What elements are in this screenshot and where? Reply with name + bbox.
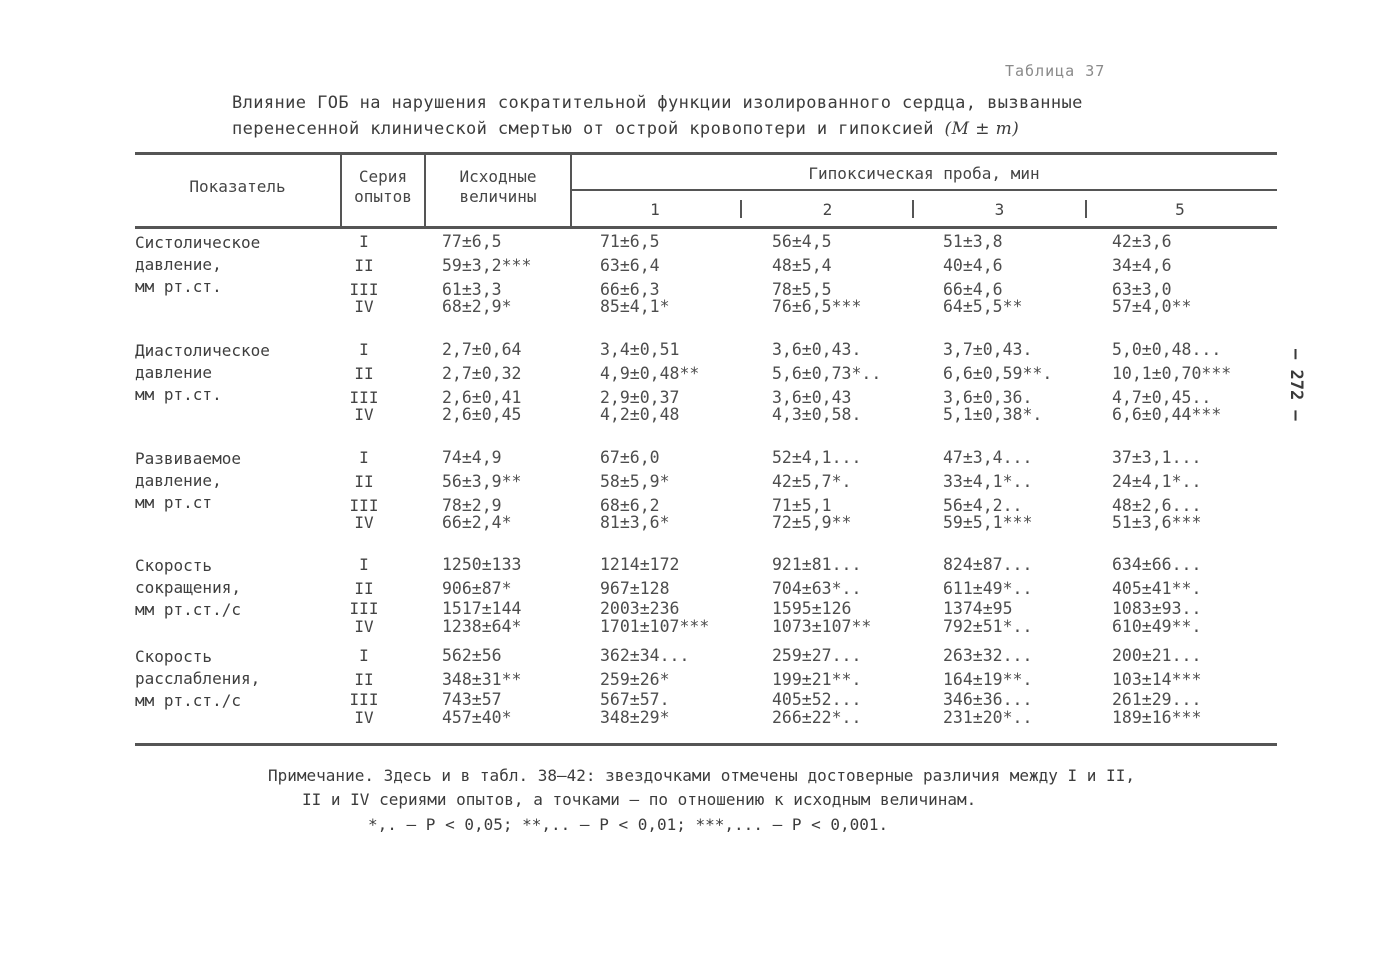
table-cell: 164±19**. xyxy=(943,670,1033,689)
table-cell: 64±5,5** xyxy=(943,297,1023,316)
column-divider xyxy=(340,154,342,227)
column-divider xyxy=(1085,200,1087,218)
header-minute-1: 1 xyxy=(650,200,660,219)
table-cell: 4,7±0,45.. xyxy=(1112,388,1212,407)
table-title xyxy=(232,90,1232,142)
table-cell: 78±5,5 xyxy=(772,280,832,299)
table-cell: 921±81... xyxy=(772,555,862,574)
table-cell: 562±56 xyxy=(442,646,502,665)
table-cell: 34±4,6 xyxy=(1112,256,1172,275)
series-label: III xyxy=(349,388,379,407)
table-top-rule xyxy=(135,152,1277,155)
table-cell: 1595±126 xyxy=(772,599,852,618)
table-cell: 743±57 xyxy=(442,690,502,709)
indicator-label xyxy=(135,232,260,298)
table-cell: 72±5,9** xyxy=(772,513,852,532)
indicator-label-line: сокращения, xyxy=(135,578,241,597)
header-minute-5: 5 xyxy=(1175,200,1185,219)
series-label: III xyxy=(349,280,379,299)
table-cell: 457±40* xyxy=(442,708,512,727)
footnote-line-2: II и IV сериями опытов, а точками – по отношению к исходным величинам. xyxy=(302,790,977,809)
table-cell: 1238±64* xyxy=(442,617,522,636)
table-cell: 1250±133 xyxy=(442,555,522,574)
indicator-label-line: давление, xyxy=(135,255,222,274)
table-cell: 2,9±0,37 xyxy=(600,388,680,407)
table-cell: 78±2,9 xyxy=(442,496,502,515)
table-cell: 66±6,3 xyxy=(600,280,660,299)
table-cell: 51±3,8 xyxy=(943,232,1003,251)
table-cell: 405±41**. xyxy=(1112,579,1202,598)
table-cell: 3,6±0,43 xyxy=(772,388,852,407)
table-cell: 4,3±0,58. xyxy=(772,405,862,424)
table-cell: 71±6,5 xyxy=(600,232,660,251)
indicator-label-line: давление xyxy=(135,363,213,382)
table-cell: 40±4,6 xyxy=(943,256,1003,275)
indicator-label-line: Скорость xyxy=(135,647,213,666)
table-cell: 1083±93.. xyxy=(1112,599,1202,618)
table-cell: 6,6±0,59**. xyxy=(943,364,1053,383)
column-divider xyxy=(424,154,426,227)
indicator-label-line: мм рт.ст./с xyxy=(135,691,241,710)
table-cell: 48±5,4 xyxy=(772,256,832,275)
table-cell: 261±29... xyxy=(1112,690,1202,709)
header-series: Серия опытов xyxy=(354,167,412,206)
indicator-label-line: Развиваемое xyxy=(135,449,241,468)
indicator-label xyxy=(135,340,270,406)
series-label: II xyxy=(354,670,374,689)
series-label: I xyxy=(359,555,369,574)
table-cell: 967±128 xyxy=(600,579,670,598)
table-cell: 24±4,1*.. xyxy=(1112,472,1202,491)
indicator-label xyxy=(135,448,241,514)
table-cell: 67±6,0 xyxy=(600,448,660,467)
table-cell: 348±29* xyxy=(600,708,670,727)
table-cell: 704±63*.. xyxy=(772,579,862,598)
series-label: I xyxy=(359,646,369,665)
table-cell: 1073±107** xyxy=(772,617,872,636)
table-cell: 259±26* xyxy=(600,670,670,689)
table-cell: 47±3,4... xyxy=(943,448,1033,467)
table-cell: 2,7±0,32 xyxy=(442,364,522,383)
table-cell: 231±20*.. xyxy=(943,708,1033,727)
table-cell: 346±36... xyxy=(943,690,1033,709)
hypoxic-header-rule xyxy=(572,189,1277,191)
footnote-line-1: Примечание. Здесь и в табл. 38–42: звездочками отмечены достоверные различия между I и II, xyxy=(268,766,1135,785)
table-cell: 52±4,1... xyxy=(772,448,862,467)
column-divider xyxy=(570,154,572,227)
series-label: III xyxy=(349,690,379,709)
table-cell: 5,1±0,38*. xyxy=(943,405,1043,424)
table-cell: 61±3,3 xyxy=(442,280,502,299)
table-cell: 10,1±0,70*** xyxy=(1112,364,1232,383)
table-cell: 200±21... xyxy=(1112,646,1202,665)
table-cell: 48±2,6... xyxy=(1112,496,1202,515)
table-cell: 56±4,2.. xyxy=(943,496,1023,515)
title-line-2-text: перенесенной клинической смертью от острой кровопотери и гипоксией xyxy=(232,119,934,139)
table-cell: 362±34... xyxy=(600,646,690,665)
table-cell: 77±6,5 xyxy=(442,232,502,251)
series-label: II xyxy=(354,364,374,383)
table-cell: 567±57. xyxy=(600,690,670,709)
indicator-label-line: мм рт.ст./с xyxy=(135,600,241,619)
title-line-1: Влияние ГОБ на нарушения сократительной функции изолированного сердца, вызванные xyxy=(232,93,1083,113)
indicator-label xyxy=(135,646,260,712)
table-cell: 634±66... xyxy=(1112,555,1202,574)
header-hypoxic: Гипоксическая проба, мин xyxy=(808,164,1040,183)
table-cell: 824±87... xyxy=(943,555,1033,574)
header-minute-2: 2 xyxy=(822,200,833,219)
table-cell: 58±5,9* xyxy=(600,472,670,491)
indicator-label-line: расслабления, xyxy=(135,669,261,688)
table-cell: 610±49**. xyxy=(1112,617,1202,636)
indicator-label-line: Скорость xyxy=(135,556,213,575)
table-cell: 42±5,7*. xyxy=(772,472,852,491)
footnote-line-3: *,. – P < 0,05; **,.. – P < 0,01; ***,... – P < 0,001. xyxy=(368,815,889,834)
series-label: I xyxy=(359,448,369,467)
table-cell: 906±87* xyxy=(442,579,512,598)
table-cell: 5,6±0,73*.. xyxy=(772,364,882,383)
table-cell: 81±3,6* xyxy=(600,513,670,532)
table-cell: 33±4,1*.. xyxy=(943,472,1033,491)
table-cell: 792±51*.. xyxy=(943,617,1033,636)
table-cell: 76±6,5*** xyxy=(772,297,862,316)
table-cell: 68±2,9* xyxy=(442,297,512,316)
title-math: (M ± m) xyxy=(944,119,1020,139)
table-cell: 85±4,1* xyxy=(600,297,670,316)
table-cell: 2003±236 xyxy=(600,599,680,618)
series-label: III xyxy=(349,496,379,515)
indicator-label-line: Систолическое xyxy=(135,233,261,252)
header-bottom-rule xyxy=(135,226,1277,229)
table-cell: 68±6,2 xyxy=(600,496,660,515)
series-label: II xyxy=(354,579,374,598)
table-cell: 2,7±0,64 xyxy=(442,340,522,359)
table-cell: 37±3,1... xyxy=(1112,448,1202,467)
table-cell: 74±4,9 xyxy=(442,448,502,467)
table-cell: 59±3,2*** xyxy=(442,256,532,275)
table-cell: 266±22*.. xyxy=(772,708,862,727)
indicator-label-line: мм рт.ст. xyxy=(135,277,222,296)
table-cell: 189±16*** xyxy=(1112,708,1202,727)
table-cell: 103±14*** xyxy=(1112,670,1202,689)
header-minute-3: 3 xyxy=(994,200,1005,219)
table-cell: 348±31** xyxy=(442,670,522,689)
table-cell: 405±52... xyxy=(772,690,862,709)
side-page-number: – 272 – xyxy=(1286,349,1306,421)
indicator-label-line: мм рт.ст. xyxy=(135,385,222,404)
table-cell: 51±3,6*** xyxy=(1112,513,1202,532)
column-divider xyxy=(740,200,742,218)
series-label: IV xyxy=(354,297,374,316)
table-cell: 71±5,1 xyxy=(772,496,832,515)
table-cell: 59±5,1*** xyxy=(943,513,1033,532)
table-bottom-rule xyxy=(135,743,1277,746)
series-label: I xyxy=(359,232,369,251)
table-cell: 3,6±0,36. xyxy=(943,388,1033,407)
table-cell: 63±6,4 xyxy=(600,256,660,275)
table-cell: 263±32... xyxy=(943,646,1033,665)
indicator-label-line: мм рт.ст xyxy=(135,493,213,512)
table-cell: 3,6±0,43. xyxy=(772,340,862,359)
table-cell: 3,4±0,51 xyxy=(600,340,680,359)
table-cell: 1214±172 xyxy=(600,555,680,574)
series-label: IV xyxy=(354,708,374,727)
table-cell: 611±49*.. xyxy=(943,579,1033,598)
title-line-2 xyxy=(232,116,1232,142)
series-label: I xyxy=(359,340,369,359)
table-cell: 56±4,5 xyxy=(772,232,832,251)
series-label: IV xyxy=(354,617,374,636)
table-cell: 1701±107*** xyxy=(600,617,710,636)
table-cell: 66±2,4* xyxy=(442,513,512,532)
table-cell: 4,9±0,48** xyxy=(600,364,700,383)
table-cell: 5,0±0,48... xyxy=(1112,340,1222,359)
series-label: II xyxy=(354,256,374,275)
table-cell: 42±3,6 xyxy=(1112,232,1172,251)
table-cell: 57±4,0** xyxy=(1112,297,1192,316)
column-divider xyxy=(912,200,914,218)
table-cell: 199±21**. xyxy=(772,670,862,689)
table-cell: 2,6±0,41 xyxy=(442,388,522,407)
indicator-label-line: давление, xyxy=(135,471,222,490)
table-cell: 1517±144 xyxy=(442,599,522,618)
table-number: Таблица 37 xyxy=(1005,62,1106,80)
series-label: IV xyxy=(354,405,374,424)
table-cell: 6,6±0,44*** xyxy=(1112,405,1222,424)
header-initial: Исходные величины xyxy=(459,167,537,206)
series-label: IV xyxy=(354,513,374,532)
series-label: II xyxy=(354,472,374,491)
table-cell: 2,6±0,45 xyxy=(442,405,522,424)
header-indicator: Показатель xyxy=(189,177,286,196)
table-cell: 63±3,0 xyxy=(1112,280,1172,299)
table-cell: 1374±95 xyxy=(943,599,1013,618)
table-cell: 259±27... xyxy=(772,646,862,665)
table-cell: 4,2±0,48 xyxy=(600,405,680,424)
table-cell: 56±3,9** xyxy=(442,472,522,491)
indicator-label-line: Диастолическое xyxy=(135,341,270,360)
table-cell: 66±4,6 xyxy=(943,280,1003,299)
series-label: III xyxy=(349,599,379,618)
table-cell: 3,7±0,43. xyxy=(943,340,1033,359)
indicator-label xyxy=(135,555,241,621)
